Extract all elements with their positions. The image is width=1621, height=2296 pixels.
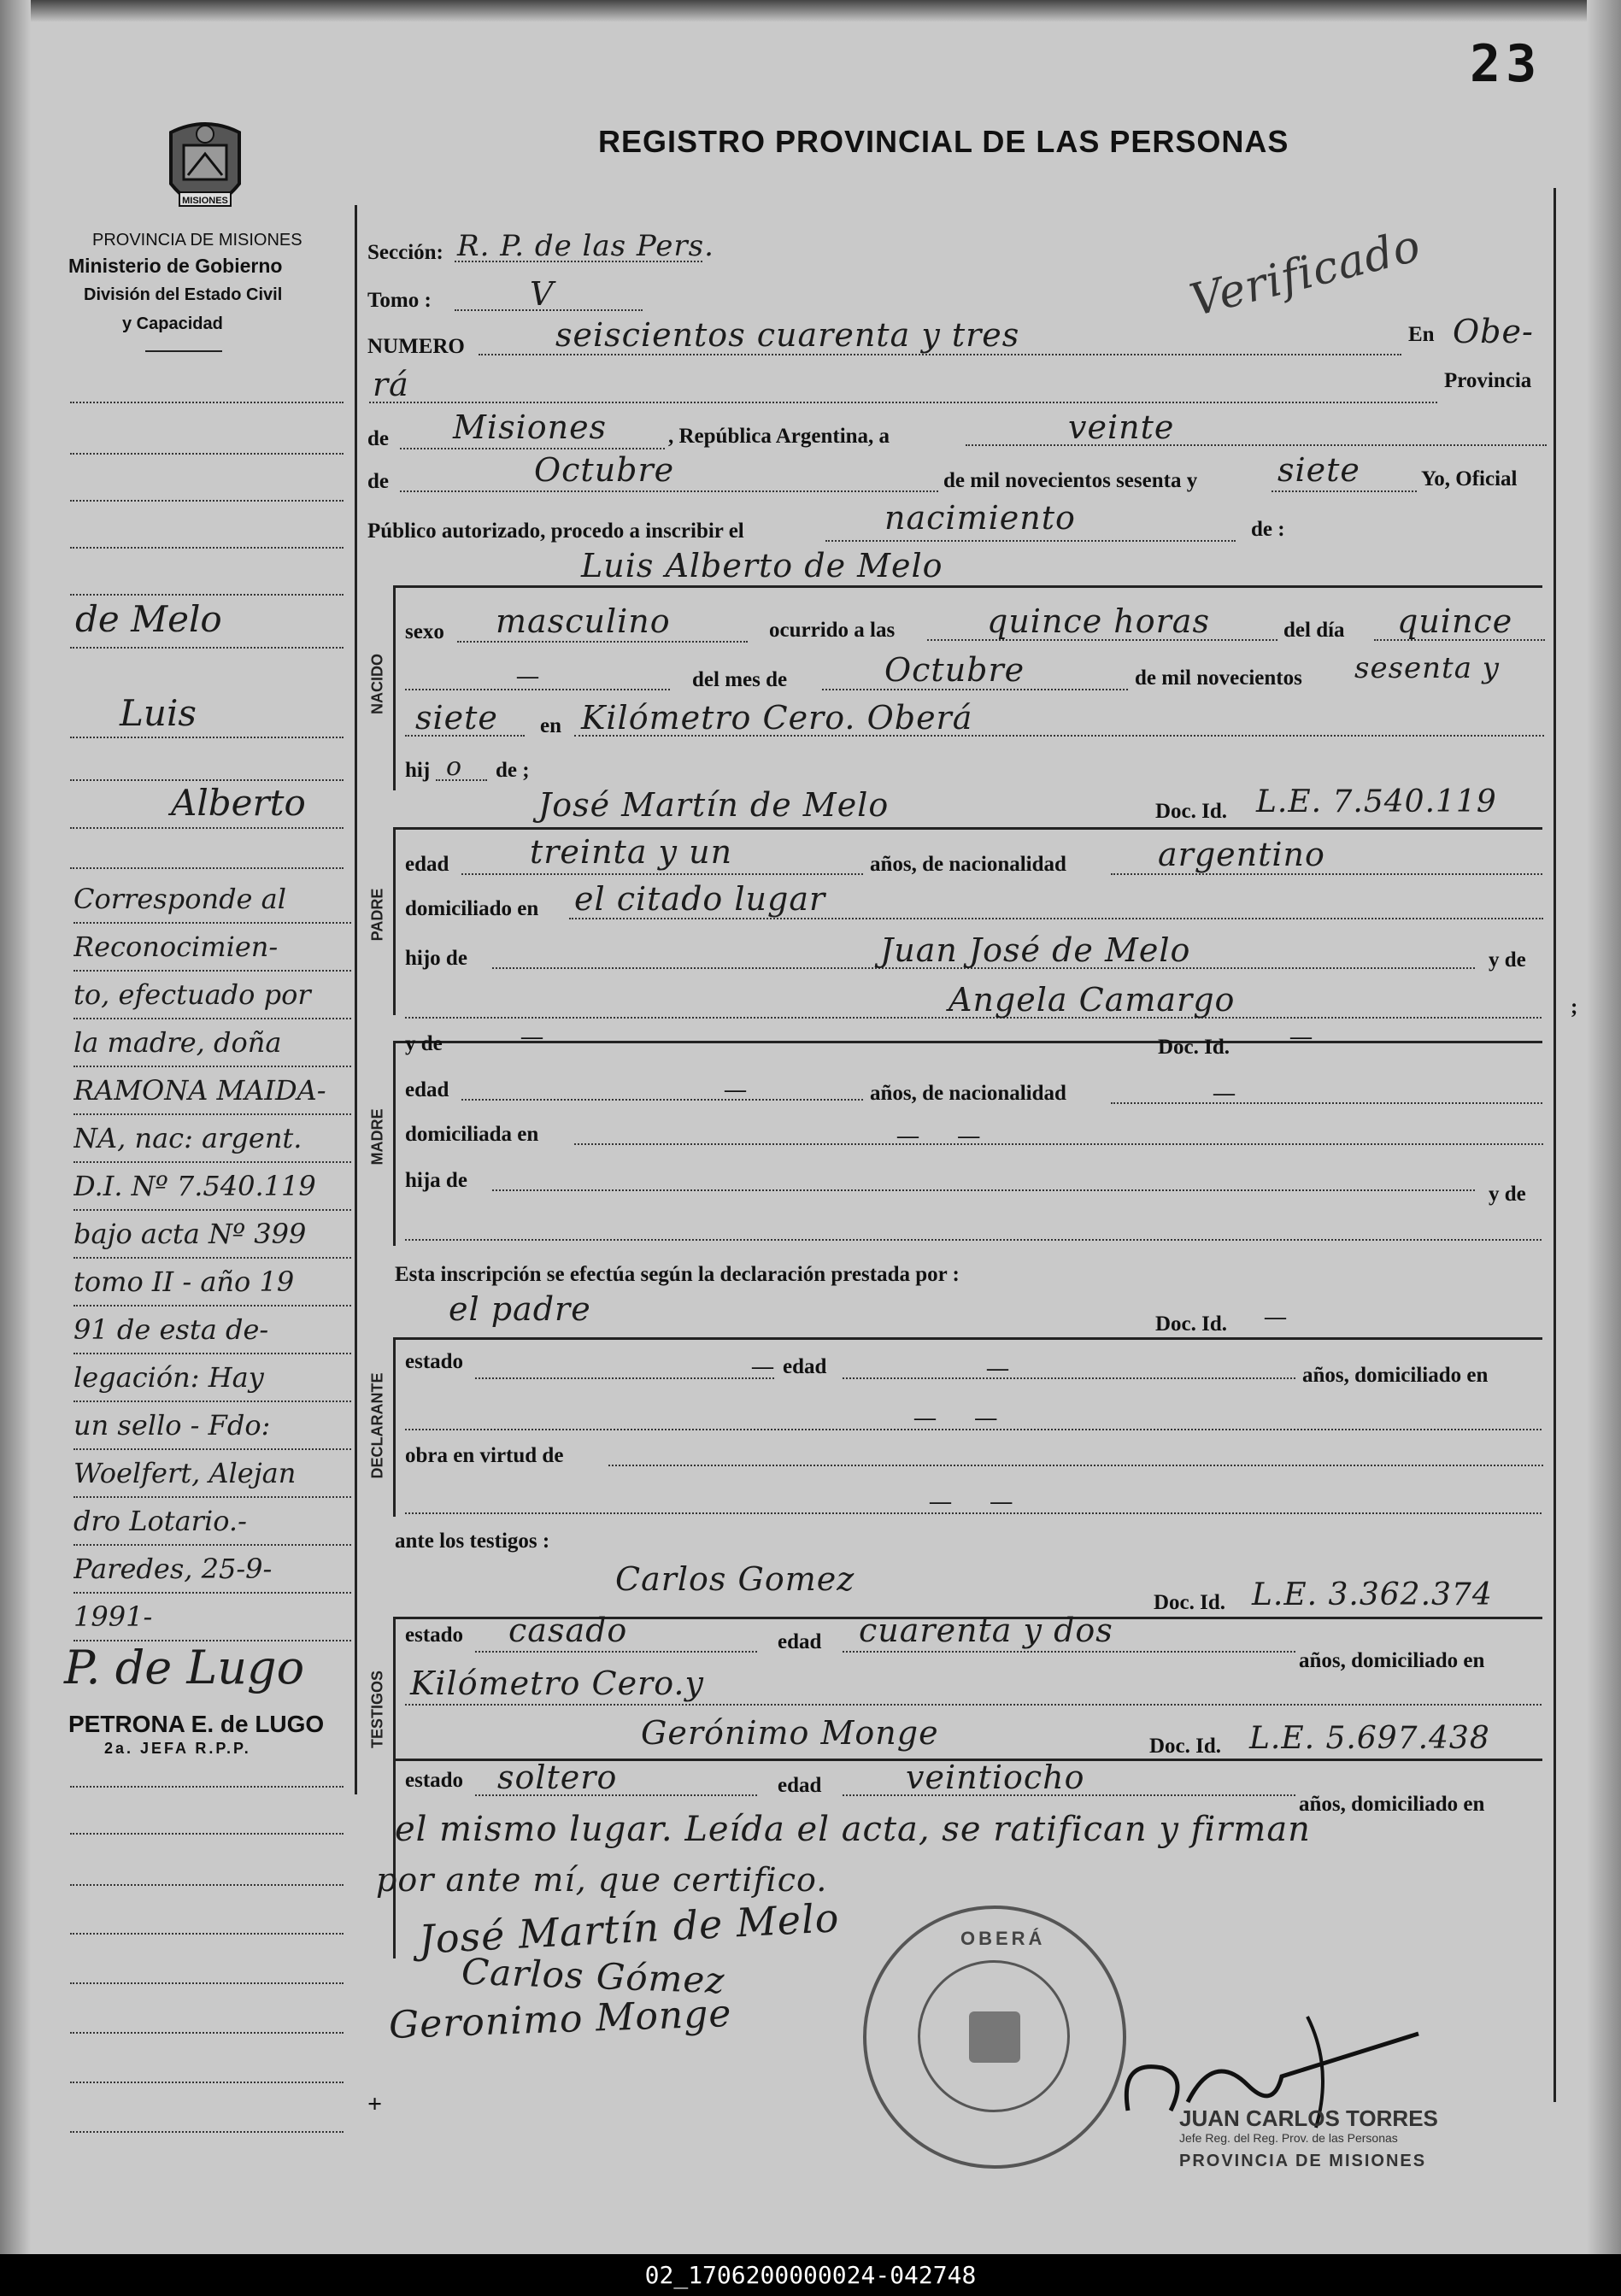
mil-label: de mil novecientos sesenta y <box>943 469 1198 492</box>
testigo1-domicilio-value: Kilómetro Cero.y <box>410 1665 704 1702</box>
nacido-anio-value: sesenta y <box>1354 651 1500 685</box>
yo-oficial-label: Yo, Oficial <box>1421 467 1518 490</box>
declarante-intro: Esta inscripción se efectúa según la declaración prestada por : <box>395 1263 960 1286</box>
nacido-nombre: Luis Alberto de Melo <box>581 547 943 584</box>
madre-nombre: — <box>521 1025 543 1048</box>
margin-name2: Alberto <box>171 782 306 824</box>
testigo2-doc-label: Doc. Id. <box>1149 1735 1222 1758</box>
publico-label: Público autorizado, procedo a inscribir el <box>367 520 744 543</box>
numero-value: seiscientos cuarenta y tres <box>555 316 1020 354</box>
declarante-obra-value: — — <box>930 1490 1030 1513</box>
nacido-en-label: en <box>540 714 561 737</box>
margin-note <box>73 876 351 1641</box>
testigos-intro: ante los testigos : <box>395 1530 550 1553</box>
declarante-doc-label: Doc. Id. <box>1155 1312 1228 1336</box>
republica-label: , República Argentina, a <box>668 425 890 448</box>
header-divider <box>145 350 222 352</box>
officer-title: Jefe Reg. del Reg. Prov. de las Personas <box>1179 2131 1398 2145</box>
coat-of-arms-icon <box>154 115 256 226</box>
margin-note-line: 91 de esta de- <box>73 1307 351 1354</box>
dia-value: quince <box>1397 602 1513 640</box>
margin-note-line: Woelfert, Alejan <box>73 1450 351 1498</box>
padre-domicilio-label: domiciliado en <box>405 897 539 920</box>
signature-testigo2: Geronimo Monge <box>388 1992 733 2047</box>
division-label-line1: División del Estado Civil <box>84 285 283 304</box>
testigo1-edad-label: edad <box>778 1630 822 1653</box>
seccion-label: Sección: <box>367 241 443 264</box>
testigo2-nombre: Gerónimo Monge <box>641 1714 939 1752</box>
declarante-estado-value: — <box>752 1355 773 1378</box>
testigo1-estado-label: estado <box>405 1624 464 1647</box>
margin-note-line: un sello - Fdo: <box>73 1402 351 1450</box>
en-value-cont: rá <box>373 366 409 403</box>
stamp-emblem-icon <box>969 2011 1020 2063</box>
margin-note-line: RAMONA MAIDA- <box>73 1067 351 1115</box>
nacido-mes-value: Octubre <box>884 651 1025 689</box>
declarante-anios-label: años, domiciliado en <box>1302 1364 1489 1387</box>
stamp-text: OBERÁ <box>960 1928 1046 1949</box>
nacido-section-label: NACIDO <box>368 654 386 714</box>
en-label: En <box>1408 323 1435 346</box>
padre-nacionalidad-value: argentino <box>1158 836 1325 873</box>
hij-value: o <box>446 752 463 782</box>
madre-nacionalidad-value: — <box>1213 1082 1235 1105</box>
padre-doc-value: L.E. 7.540.119 <box>1256 784 1497 819</box>
madre-domicilio-label: domiciliada en <box>405 1123 539 1146</box>
madre-doc-label: Doc. Id. <box>1158 1036 1230 1059</box>
margin-divider <box>355 205 357 1794</box>
margin-note-line: dro Lotario.- <box>73 1498 351 1546</box>
hij-de-label: de ; <box>496 759 530 782</box>
numero-label: NUMERO <box>367 335 465 358</box>
dia-dash: — <box>517 665 538 688</box>
madre-doc-value: — <box>1290 1025 1312 1048</box>
madre-edad-value: — <box>725 1078 746 1101</box>
padre-semicolon: ; <box>1571 995 1578 1019</box>
seccion-value: R. P. de las Pers. <box>457 229 714 263</box>
testigo2-estado-value: soltero <box>497 1759 618 1796</box>
margin-signature: P. de Lugo <box>64 1641 305 1694</box>
anio-value: siete <box>1277 451 1360 489</box>
hij-label: hij <box>405 759 431 782</box>
officer-province: PROVINCIA DE MISIONES <box>1179 2152 1427 2170</box>
verified-annotation: Verificado <box>1184 220 1426 327</box>
del-mes-label: del mes de <box>692 668 788 691</box>
margin-note-line: tomo II - año 19 <box>73 1259 351 1307</box>
tomo-value: V <box>530 275 555 313</box>
mes-value: Octubre <box>534 451 675 489</box>
closing-line2: por ante mí, que certifico. <box>376 1861 828 1899</box>
padre-edad-label: edad <box>405 853 449 876</box>
testigos-section-label: TESTIGOS <box>368 1671 386 1749</box>
declarante-doc-value: — <box>1265 1306 1286 1329</box>
margin-note-line: D.I. Nº 7.540.119 <box>73 1163 351 1211</box>
padre-nombre: José Martín de Melo <box>538 786 890 824</box>
sexo-label: sexo <box>405 620 444 643</box>
nacido-mil-label: de mil novecientos <box>1135 666 1302 690</box>
declarante-section-label: DECLARANTE <box>368 1372 386 1479</box>
tomo-label: Tomo : <box>367 289 432 312</box>
declarante-estado-label: estado <box>405 1350 464 1373</box>
de-label-2: de <box>367 470 389 493</box>
madre-y-de-label-2: y de <box>1489 1183 1526 1206</box>
hora-value: quince horas <box>987 602 1210 640</box>
province-label: PROVINCIA DE MISIONES <box>92 231 302 250</box>
testigo2-anios-label: años, domiciliado en <box>1299 1793 1485 1816</box>
division-label-line2: y Capacidad <box>122 314 223 333</box>
scan-shadow-top <box>0 0 1621 22</box>
madre-anios-label: años, de nacionalidad <box>870 1082 1066 1105</box>
ocurrido-label: ocurrido a las <box>769 619 896 642</box>
declarante-edad-value: — <box>987 1357 1008 1380</box>
margin-note-line: bajo acta Nº 399 <box>73 1211 351 1259</box>
margin-surname: de Melo <box>75 598 222 640</box>
margin-note-line: Corresponde al <box>73 876 351 924</box>
padre-domicilio-value: el citado lugar <box>574 880 826 918</box>
madre-y-de-label: y de <box>405 1032 443 1055</box>
padre-section-label: PADRE <box>368 888 386 942</box>
lugar-value: Kilómetro Cero. Oberá <box>581 699 973 737</box>
de-label: de <box>367 427 389 450</box>
dia-value: veinte <box>1068 408 1175 446</box>
padre-y-de-label: y de <box>1489 948 1526 972</box>
nacido-anio-value-cont: siete <box>415 699 498 737</box>
margin-note-line: Paredes, 25-9- <box>73 1546 351 1594</box>
testigo2-edad-label: edad <box>778 1774 822 1797</box>
margin-name1: Luis <box>120 692 197 734</box>
provincia-value: Misiones <box>453 408 608 446</box>
closing-line1: el mismo lugar. Leída el acta, se ratifican y firman <box>395 1810 1311 1849</box>
scan-shadow-left <box>0 0 31 2254</box>
declarante-domicilio-value: — — <box>914 1406 1014 1430</box>
margin-signer-title: 2a. JEFA R.P.P. <box>104 1740 251 1757</box>
declarante-edad-label: edad <box>783 1355 827 1378</box>
testigo2-doc-value: L.E. 5.697.438 <box>1249 1721 1490 1756</box>
cross-mark: + <box>367 2090 383 2118</box>
margin-note-line: Reconocimien- <box>73 924 351 972</box>
madre-section-label: MADRE <box>368 1108 386 1166</box>
margin-note-line: la madre, doña <box>73 1019 351 1067</box>
testigo1-doc-label: Doc. Id. <box>1154 1591 1226 1614</box>
testigo1-nombre: Carlos Gomez <box>615 1560 855 1598</box>
testigo1-anios-label: años, domiciliado en <box>1299 1649 1485 1672</box>
crest-label: MISIONES <box>182 196 228 206</box>
right-frame <box>1553 188 1556 2102</box>
official-stamp <box>863 1906 1126 2169</box>
testigo2-edad-value: veintiocho <box>906 1759 1085 1796</box>
padre-hijo-label: hijo de <box>405 947 467 970</box>
madre-de-value: Angela Camargo <box>949 981 1236 1019</box>
en-value: Obe- <box>1453 313 1534 350</box>
scan-shadow-right <box>1587 0 1621 2254</box>
signature-declarante: José Martín de Melo <box>417 1894 841 1963</box>
madre-edad-label: edad <box>405 1078 449 1101</box>
padre-anios-label: años, de nacionalidad <box>870 853 1066 876</box>
testigo2-estado-label: estado <box>405 1769 464 1792</box>
officer-name: JUAN CARLOS TORRES <box>1179 2105 1438 2131</box>
document-title: REGISTRO PROVINCIAL DE LAS PERSONAS <box>598 124 1289 159</box>
testigo1-edad-value: cuarenta y dos <box>859 1612 1113 1649</box>
margin-note-line: to, efectuado por <box>73 972 351 1019</box>
sexo-value: masculino <box>496 602 671 640</box>
image-id-footer: 02_1706200000024-042748 <box>0 2254 1621 2296</box>
de-colon: de : <box>1251 518 1285 541</box>
ministry-label: Ministerio de Gobierno <box>68 255 283 277</box>
page-number: 23 <box>1470 34 1542 94</box>
margin-note-line: legación: Hay <box>73 1354 351 1402</box>
margin-signer-name: PETRONA E. de LUGO <box>68 1711 325 1737</box>
testigo1-doc-value: L.E. 3.362.374 <box>1252 1577 1493 1612</box>
padre-edad-value: treinta y un <box>530 833 733 871</box>
acto-value: nacimiento <box>884 499 1076 537</box>
testigo1-estado-value: casado <box>508 1612 628 1649</box>
declarante-obra-label: obra en virtud de <box>405 1444 564 1467</box>
provincia-label: Provincia <box>1444 369 1532 392</box>
padre-doc-label: Doc. Id. <box>1155 800 1228 823</box>
padre-de-value: Juan José de Melo <box>880 931 1191 969</box>
del-dia-label: del día <box>1283 619 1345 642</box>
signature-testigo1: Carlos Gómez <box>461 1950 726 2002</box>
madre-domicilio-value: — — <box>897 1125 997 1148</box>
madre-hija-label: hija de <box>405 1169 467 1192</box>
declarante-nombre: el padre <box>449 1290 591 1328</box>
margin-note-line: 1991- <box>73 1594 351 1641</box>
margin-note-line: NA, nac: argent. <box>73 1115 351 1163</box>
